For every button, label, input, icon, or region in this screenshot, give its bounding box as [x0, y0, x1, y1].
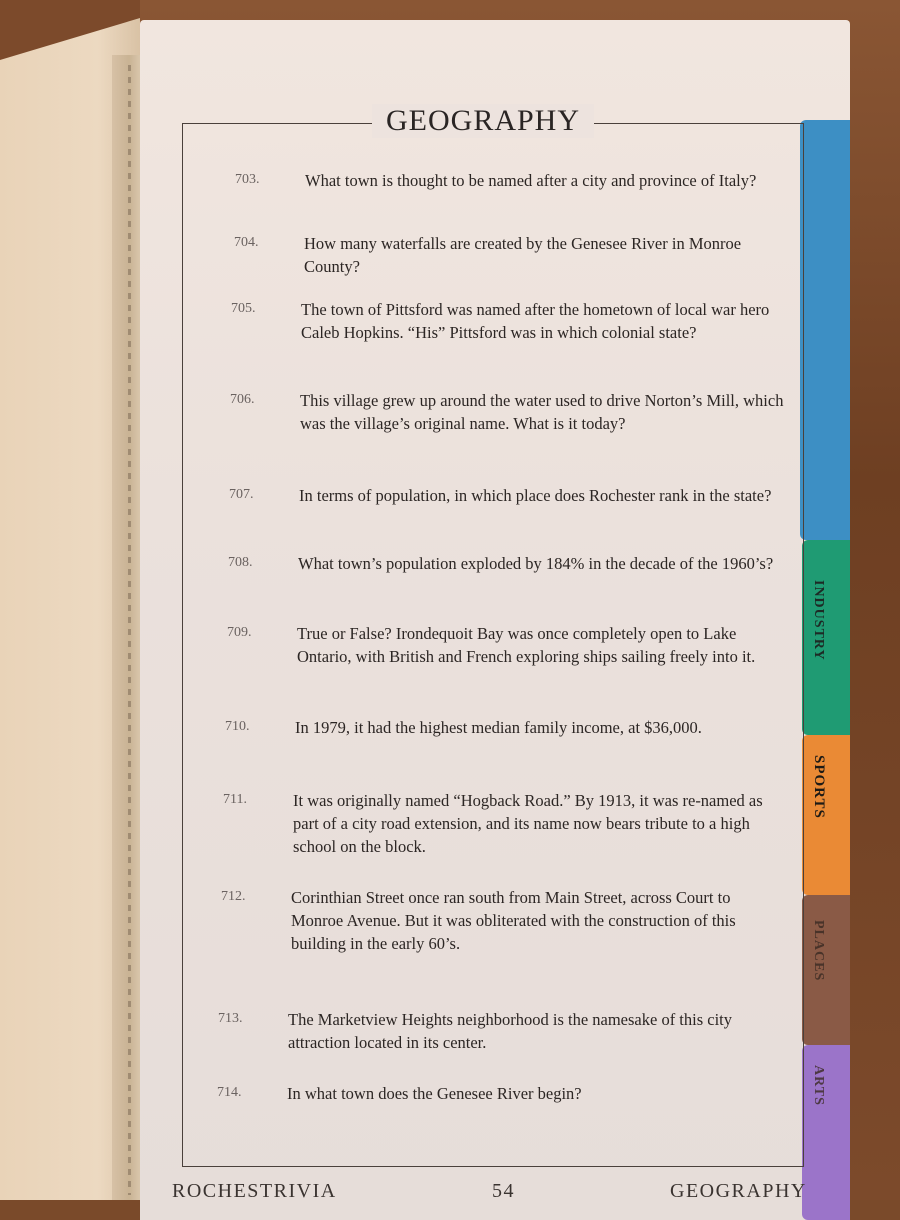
question-number: 713. [218, 1011, 243, 1026]
question-number: 703. [235, 172, 260, 187]
question-number: 704. [234, 235, 259, 250]
question-713 [218, 1008, 778, 1054]
tab-places-label: PLACES [811, 920, 826, 982]
question-number: 705. [231, 301, 256, 316]
question-text: This village grew up around the water used to drive Norton’s Mill, which was the village’s original name. What is it today? [300, 391, 784, 433]
question-text: In terms of population, in which place does Rochester rank in the state? [299, 486, 772, 505]
tab-industry-label: INDUSTRY [811, 580, 826, 661]
footer-book-title: ROCHESTRIVIA [172, 1180, 337, 1202]
question-number: 711. [223, 792, 247, 807]
section-title: GEOGRAPHY [372, 104, 594, 138]
tab-places[interactable] [802, 895, 850, 1045]
question-number: 710. [225, 719, 250, 734]
tab-sports[interactable] [802, 735, 850, 895]
question-text: Corinthian Street once ran south from Main Street, across Court to Monroe Avenue. But it was obliterated with the construction of this building in the early 60’s. [291, 888, 736, 953]
question-text: It was originally named “Hogback Road.” By 1913, it was re-named as part of a city road extension, and its name now bears tribute to a high school on the block. [293, 791, 763, 856]
question-709 [227, 622, 787, 668]
footer-section: GEOGRAPHY [670, 1180, 807, 1202]
tab-blue[interactable] [800, 120, 850, 540]
question-text: In what town does the Genesee River begin? [287, 1084, 582, 1103]
question-712 [221, 886, 781, 955]
question-705 [231, 298, 791, 344]
question-text: The town of Pittsford was named after the hometown of local war hero Caleb Hopkins. “His” Pittsford was in which colonial state? [301, 300, 770, 342]
question-703 [235, 169, 795, 192]
question-704 [234, 232, 794, 278]
footer-page-number: 54 [492, 1180, 515, 1202]
question-708 [228, 552, 788, 575]
question-707 [229, 484, 789, 507]
tab-industry[interactable] [802, 540, 850, 735]
question-714 [217, 1082, 777, 1105]
question-number: 707. [229, 487, 254, 502]
question-text: True or False? Irondequoit Bay was once completely open to Lake Ontario, with British and French exploring ships sailing freely into it. [297, 624, 756, 666]
tab-sports-label: SPORTS [811, 755, 827, 819]
question-710 [225, 716, 785, 739]
question-711 [223, 789, 783, 858]
tab-arts[interactable] [802, 1045, 850, 1220]
question-number: 712. [221, 889, 246, 904]
question-text: The Marketview Heights neighborhood is the namesake of this city attraction located in its center. [288, 1010, 733, 1052]
question-text: How many waterfalls are created by the Genesee River in Monroe County? [304, 234, 742, 276]
spine-stitching [128, 65, 131, 1195]
question-number: 709. [227, 625, 252, 640]
question-number: 708. [228, 555, 253, 570]
question-text: What town is thought to be named after a city and province of Italy? [305, 171, 757, 190]
question-number: 706. [230, 392, 255, 407]
question-706 [230, 389, 790, 435]
tab-arts-label: ARTS [811, 1065, 826, 1106]
question-number: 714. [217, 1085, 242, 1100]
question-text: What town’s population exploded by 184% in the decade of the 1960’s? [298, 554, 774, 573]
question-text: In 1979, it had the highest median family income, at $36,000. [295, 718, 702, 737]
question-frame [182, 123, 804, 1167]
